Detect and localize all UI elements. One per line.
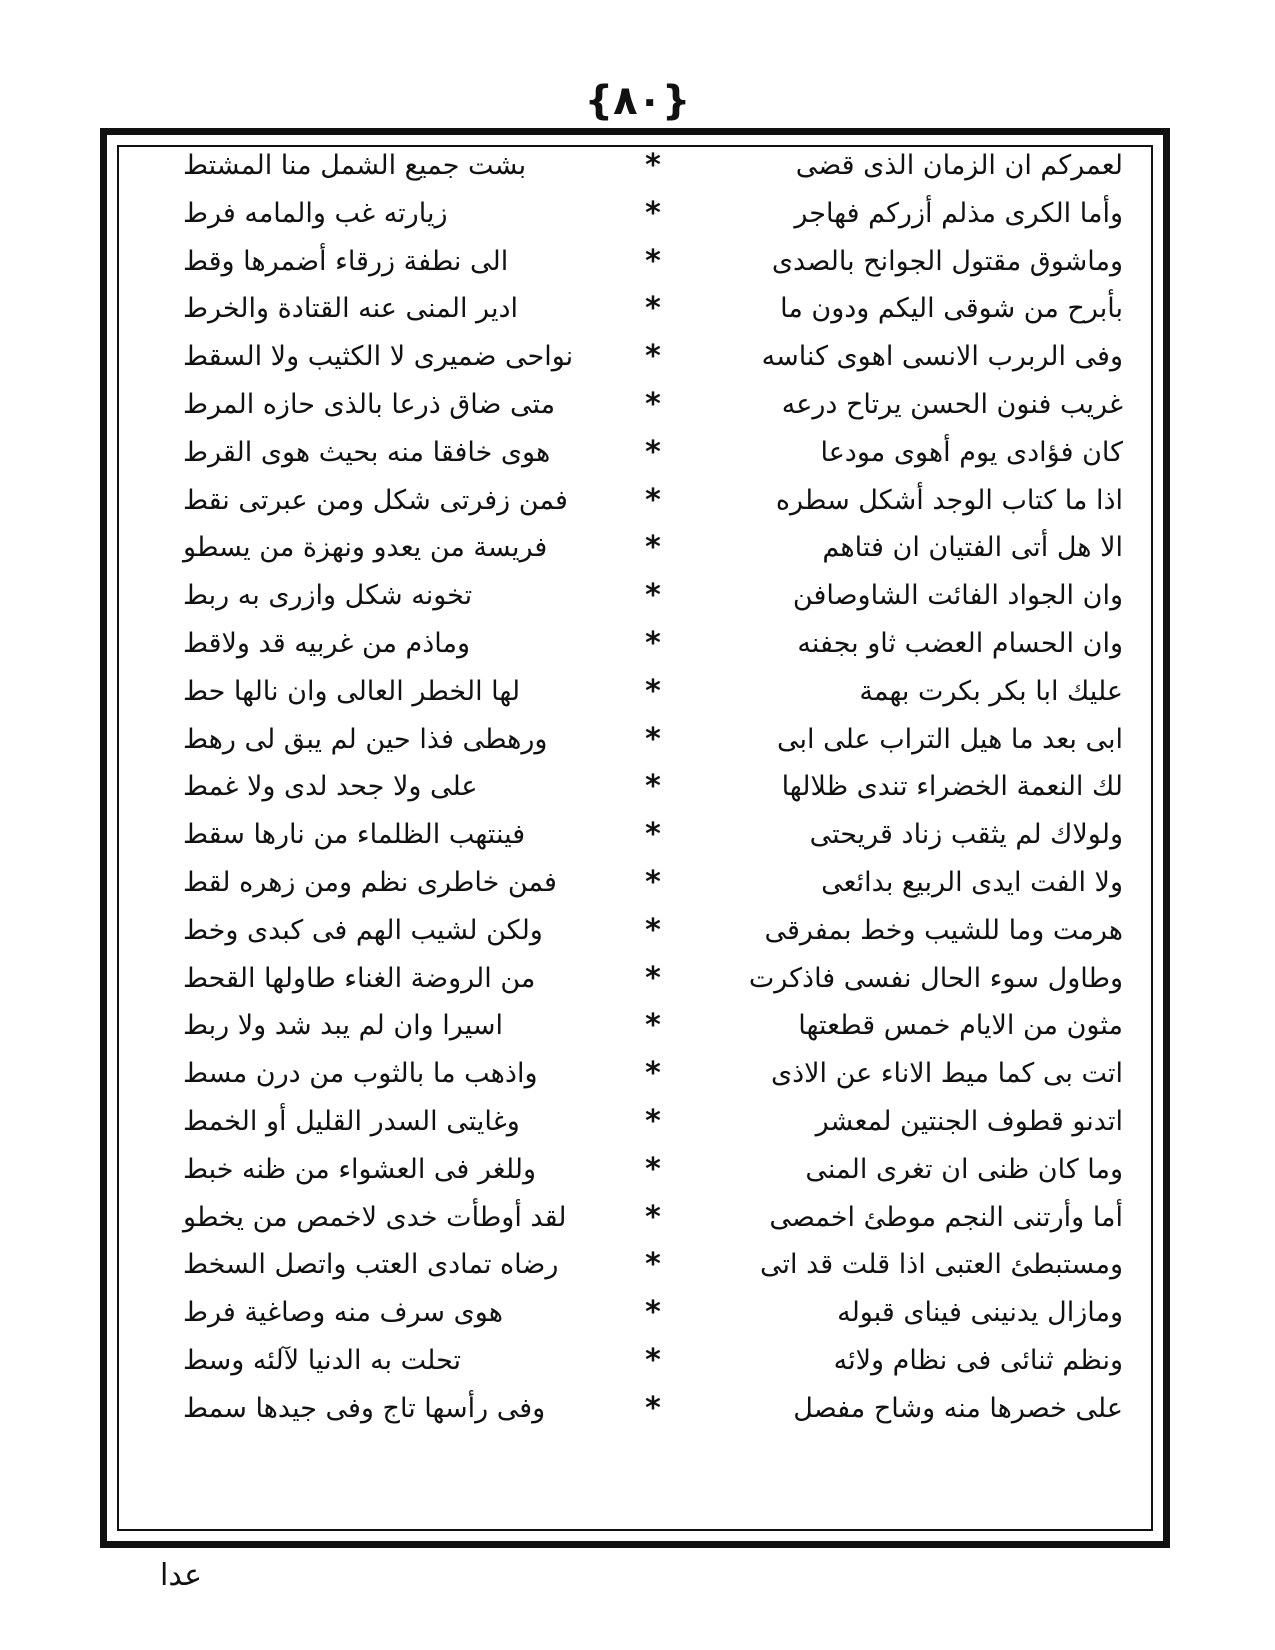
verse-separator-star: * bbox=[645, 578, 661, 614]
verse-separator-star: * bbox=[645, 243, 661, 279]
verse-line bbox=[135, 1337, 1135, 1385]
verse-second-hemistich: هوى سرف منه وصاغية فرط bbox=[183, 1297, 503, 1329]
verse-line bbox=[135, 238, 1135, 286]
verse-separator-star: * bbox=[645, 386, 661, 422]
verse-first-hemistich: كان فؤادى يوم أهوى مودعا bbox=[820, 436, 1123, 468]
verse-first-hemistich: اذا ما كتاب الوجد أشكل سطره bbox=[775, 484, 1123, 516]
verse-separator-star: * bbox=[645, 1295, 661, 1331]
verse-second-hemistich: فينتهب الظلماء من نارها سقط bbox=[183, 819, 526, 851]
verse-first-hemistich: ولولاك لم يثقب زناد قريحتى bbox=[809, 819, 1123, 851]
verse-line bbox=[135, 955, 1135, 1003]
verse-first-hemistich: اتدنو قطوف الجنتين لمعشر bbox=[815, 1105, 1123, 1137]
verse-separator-star: * bbox=[645, 960, 661, 996]
verse-first-hemistich: أما وأرتنى النجم موطئ اخمصى bbox=[769, 1201, 1123, 1233]
verse-separator-star: * bbox=[645, 482, 661, 518]
verse-second-hemistich: فريسة من يعدو ونهزة من يسطو bbox=[183, 532, 548, 564]
verse-separator-star: * bbox=[645, 1008, 661, 1044]
verse-first-hemistich: هرمت وما للشيب وخط بمفرقى bbox=[764, 914, 1123, 946]
verse-line bbox=[135, 1289, 1135, 1337]
verse-first-hemistich: ولا الفت ايدى الربيع بدائعى bbox=[821, 866, 1123, 898]
verse-second-hemistich: ورهطى فذا حين لم يبق لى رهط bbox=[183, 723, 548, 755]
verse-line bbox=[135, 429, 1135, 477]
verse-second-hemistich: وللغر فى العشواء من ظنه خبط bbox=[183, 1153, 537, 1185]
verse-line bbox=[135, 668, 1135, 716]
verse-separator-star: * bbox=[645, 769, 661, 805]
verse-second-hemistich: تخونه شكل وازرى به ربط bbox=[183, 580, 473, 612]
verse-first-hemistich: ونظم ثنائى فى نظام ولائه bbox=[833, 1344, 1123, 1376]
verse-separator-star: * bbox=[645, 817, 661, 853]
verse-line bbox=[135, 190, 1135, 238]
verse-line bbox=[135, 1098, 1135, 1146]
page-number: {٨٠} bbox=[584, 78, 691, 124]
verse-first-hemistich: وأما الكرى مذلم أزركم فهاجر bbox=[794, 197, 1123, 229]
verse-separator-star: * bbox=[645, 1342, 661, 1378]
verse-first-hemistich: بأبرح من شوقى اليكم ودون ما bbox=[780, 293, 1123, 325]
verse-first-hemistich: وفى الربرب الانسى اهوى كناسه bbox=[761, 341, 1123, 373]
verse-second-hemistich: وفى رأسها تاج وفى جيدها سمط bbox=[183, 1392, 546, 1424]
verse-line bbox=[135, 572, 1135, 620]
verse-first-hemistich: لك النعمة الخضراء تندى ظلالها bbox=[781, 771, 1123, 803]
verse-second-hemistich: هوى خافقا منه بحيث هوى القرط bbox=[183, 436, 551, 468]
verse-second-hemistich: واذهب ما بالثوب من درن مسط bbox=[183, 1058, 538, 1090]
verse-line bbox=[135, 381, 1135, 429]
verse-second-hemistich: نواحى ضميرى لا الكثيب ولا السقط bbox=[183, 341, 574, 373]
verse-separator-star: * bbox=[645, 1199, 661, 1235]
verse-second-hemistich: ادير المنى عنه القتادة والخرط bbox=[183, 293, 518, 325]
verse-separator-star: * bbox=[645, 864, 661, 900]
verse-line bbox=[135, 716, 1135, 764]
poem-body bbox=[135, 142, 1135, 1522]
verse-first-hemistich: الا هل أتى الفتيان ان فتاهم bbox=[822, 532, 1123, 564]
verse-line bbox=[135, 1194, 1135, 1242]
verse-separator-star: * bbox=[645, 1103, 661, 1139]
verse-separator-star: * bbox=[645, 339, 661, 375]
verse-first-hemistich: مثون من الايام خمس قطعتها bbox=[798, 1010, 1123, 1042]
verse-separator-star: * bbox=[645, 1056, 661, 1092]
verse-first-hemistich: وان الحسام العضب ثاو بجفنه bbox=[797, 627, 1123, 659]
verse-separator-star: * bbox=[645, 148, 661, 183]
verse-line bbox=[135, 1002, 1135, 1050]
verse-first-hemistich: غريب فنون الحسن يرتاح درعه bbox=[781, 388, 1123, 420]
verse-separator-star: * bbox=[645, 434, 661, 470]
verse-line bbox=[135, 859, 1135, 907]
verse-first-hemistich: وطاول سوء الحال نفسى فاذكرت bbox=[748, 962, 1123, 994]
catchword: عدا bbox=[160, 1558, 202, 1593]
verse-line bbox=[135, 333, 1135, 381]
verse-first-hemistich: عليك ابا بكر بكرت بهمة bbox=[859, 675, 1123, 707]
verse-second-hemistich: تحلت به الدنيا لآلئه وسط bbox=[183, 1344, 462, 1376]
verse-first-hemistich: اتت بى كما ميط الاناء عن الاذى bbox=[770, 1058, 1123, 1090]
verse-separator-star: * bbox=[645, 1247, 661, 1283]
verse-second-hemistich: لقد أوطأت خدى لاخمص من يخطو bbox=[183, 1201, 567, 1233]
verse-first-hemistich: ابى بعد ما هيل التراب على ابى bbox=[776, 723, 1123, 755]
verse-second-hemistich: لها الخطر العالى وان نالها حط bbox=[183, 675, 521, 707]
verse-second-hemistich: من الروضة الغناء طاولها القحط bbox=[183, 962, 536, 994]
verse-line bbox=[135, 477, 1135, 525]
verse-first-hemistich: ومستبطئ العتبى اذا قلت قد اتى bbox=[760, 1249, 1123, 1281]
verse-first-hemistich: وما كان ظنى ان تغرى المنى bbox=[805, 1153, 1123, 1185]
verse-separator-star: * bbox=[645, 912, 661, 948]
verse-second-hemistich: الى نطفة زرقاء أضمرها وقط bbox=[183, 245, 509, 277]
verse-line bbox=[135, 142, 1135, 190]
verse-second-hemistich: بشت جميع الشمل منا المشتط bbox=[183, 150, 527, 181]
verse-line bbox=[135, 524, 1135, 572]
verse-line bbox=[135, 620, 1135, 668]
verse-first-hemistich: على خصرها منه وشاح مفصل bbox=[793, 1392, 1123, 1424]
verse-first-hemistich: لعمركم ان الزمان الذى قضى bbox=[795, 150, 1123, 181]
verse-second-hemistich: متى ضاق ذرعا بالذى حازه المرط bbox=[183, 388, 556, 420]
verse-line bbox=[135, 1050, 1135, 1098]
verse-separator-star: * bbox=[645, 1151, 661, 1187]
verse-second-hemistich: على ولا جحد لدى ولا غمط bbox=[183, 771, 478, 803]
verse-second-hemistich: فمن زفرتى شكل ومن عبرتى نقط bbox=[183, 484, 568, 516]
verse-first-hemistich: وان الجواد الفائت الشاوصافن bbox=[792, 580, 1123, 612]
verse-line bbox=[135, 1241, 1135, 1289]
verse-line bbox=[135, 285, 1135, 333]
verse-second-hemistich: زيارته غب والمامه فرط bbox=[183, 197, 448, 229]
verse-second-hemistich: فمن خاطرى نظم ومن زهره لقط bbox=[183, 866, 557, 898]
verse-second-hemistich: رضاه تمادى العتب واتصل السخط bbox=[183, 1249, 559, 1281]
verse-first-hemistich: ومازال يدنينى فيناى قبوله bbox=[837, 1297, 1123, 1329]
verse-second-hemistich: اسيرا وان لم يبد شد ولا ربط bbox=[183, 1010, 503, 1042]
verse-separator-star: * bbox=[645, 291, 661, 327]
verse-second-hemistich: وغايتى السدر القليل أو الخمط bbox=[183, 1105, 520, 1137]
verse-separator-star: * bbox=[645, 1390, 661, 1426]
verse-line bbox=[135, 1385, 1135, 1433]
verse-line bbox=[135, 763, 1135, 811]
verse-line bbox=[135, 1146, 1135, 1194]
verse-line bbox=[135, 811, 1135, 859]
verse-second-hemistich: ولكن لشيب الهم فى كبدى وخط bbox=[183, 914, 543, 946]
verse-separator-star: * bbox=[645, 673, 661, 709]
verse-second-hemistich: وماذم من غربيه قد ولاقط bbox=[183, 627, 471, 659]
verse-separator-star: * bbox=[645, 195, 661, 231]
verse-separator-star: * bbox=[645, 721, 661, 757]
verse-first-hemistich: وماشوق مقتول الجوانح بالصدى bbox=[771, 245, 1123, 277]
verse-separator-star: * bbox=[645, 625, 661, 661]
verse-line bbox=[135, 907, 1135, 955]
verse-separator-star: * bbox=[645, 530, 661, 566]
